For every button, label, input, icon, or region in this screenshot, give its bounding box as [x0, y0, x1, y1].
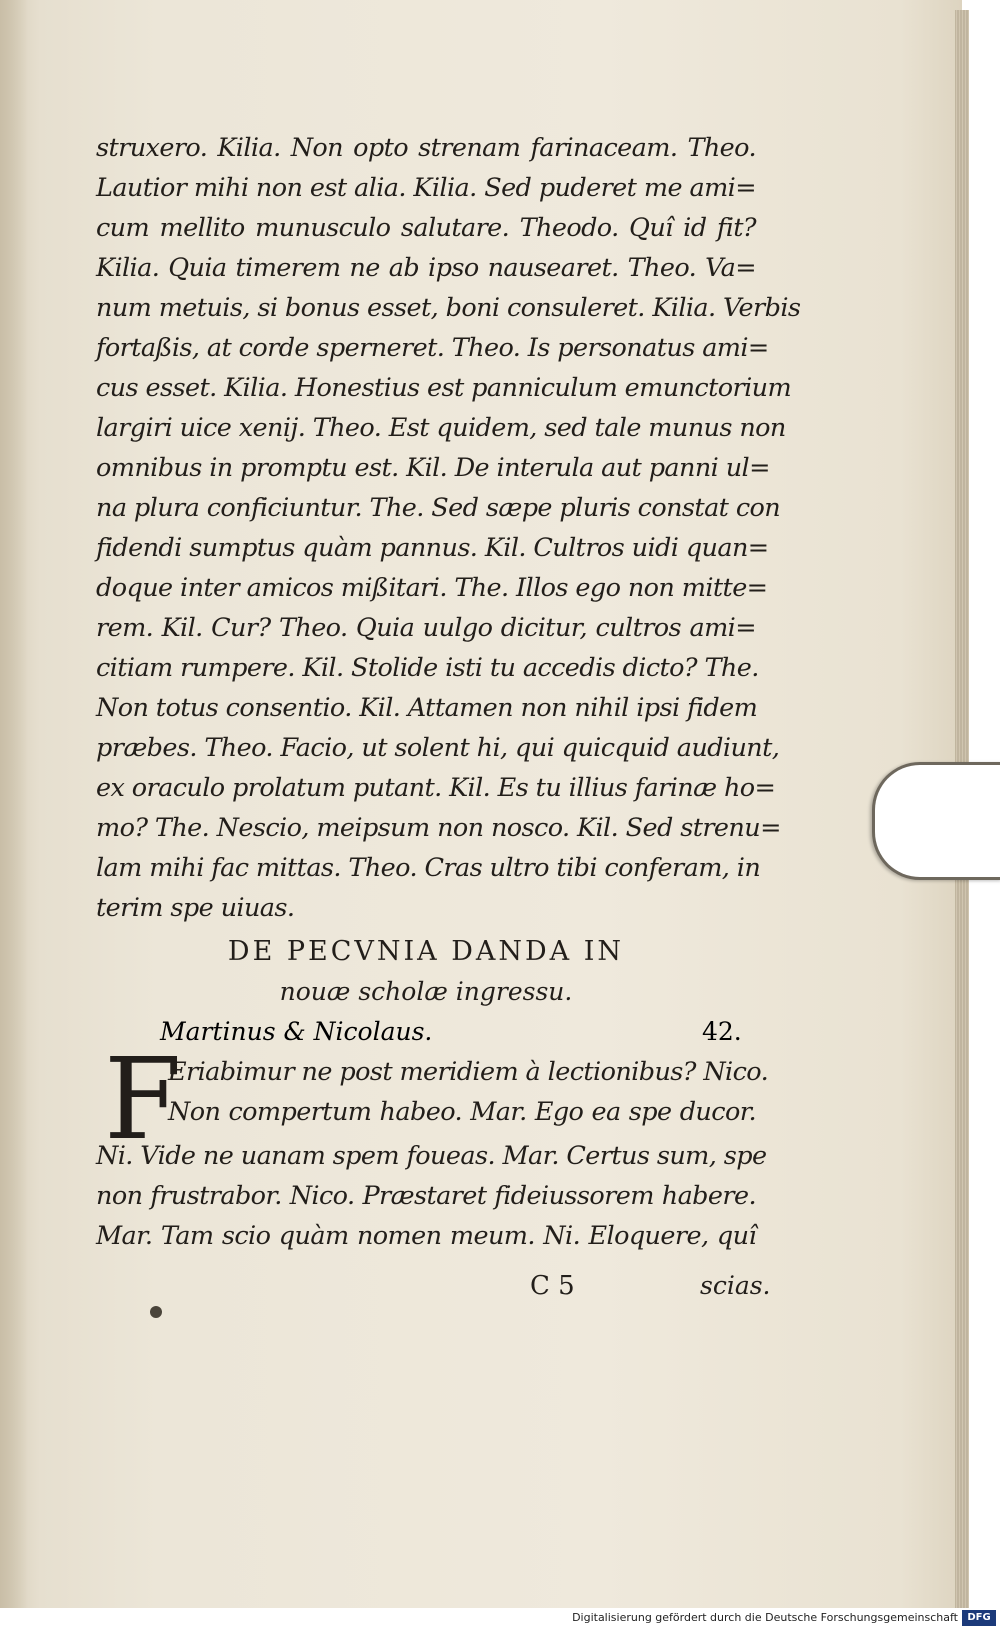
faded-stamp — [112, 1264, 198, 1304]
text-line: ex oraculo prolatum putant. Kil. Es tu illius farinæ ho= — [96, 773, 776, 803]
text-line: Eriabimur ne post meridiem à lectionibus? Nico. — [168, 1057, 769, 1087]
text-line: na plura conficiuntur. The. Sed sæpe pluris constat con — [96, 493, 781, 523]
text-line: struxero. Kilia. Non opto strenam farinaceam. Theo. — [96, 133, 756, 163]
gutter-shadow — [0, 0, 28, 1608]
speakers-line: Martinus & Nicolaus. — [160, 1017, 433, 1046]
ink-blot — [150, 1306, 162, 1318]
catchword: scias. — [700, 1271, 771, 1300]
text-line: fortaßis, at corde sperneret. Theo. Is personatus ami= — [96, 333, 769, 363]
text-line: mo? The. Nescio, meipsum non nosco. Kil. Sed strenu= — [96, 813, 781, 843]
text-line: num metuis, si bonus esset, boni consuleret. Kilia. Verbis — [96, 293, 801, 323]
text-line: Non compertum habeo. Mar. Ego ea spe ducor. — [168, 1097, 756, 1127]
text-line: Non totus consentio. Kil. Attamen non nihil ipsi fidem — [96, 693, 758, 723]
text-line: cum mellito munusculo salutare. Theodo. Quî id fit? — [96, 213, 756, 243]
dfg-logo: DFG — [962, 1610, 996, 1626]
text-line: terim spe uiuas. — [96, 893, 295, 923]
text-line: Ni. Vide ne uanam spem foueas. Mar. Certus sum, spe — [96, 1141, 767, 1171]
text-line: fidendi sumptus quàm pannus. Kil. Cultros uidi quan= — [96, 533, 769, 563]
text-line: cus esset. Kilia. Honestius est panniculum emunctorium — [96, 373, 792, 403]
section-number: 42. — [702, 1017, 742, 1046]
text-line: doque inter amicos mißitari. The. Illos ego non mitte= — [96, 573, 768, 603]
text-line: Kilia. Quia timerem ne ab ipso nausearet. Theo. Va= — [96, 253, 756, 283]
text-line: largiri uice xenij. Theo. Est quidem, sed tale munus non — [96, 413, 786, 443]
text-line: Mar. Tam scio quàm nomen meum. Ni. Eloquere, quî — [96, 1221, 756, 1251]
page-clip — [872, 762, 1000, 880]
text-line: rem. Kil. Cur? Theo. Quia uulgo dicitur, cultros ami= — [96, 613, 756, 643]
drop-cap: F — [104, 1035, 182, 1165]
section-heading: DE PECVNIA DANDA IN — [227, 936, 625, 967]
section-subheading: nouæ scholæ ingressu. — [279, 977, 573, 1006]
text-line: lam mihi fac mittas. Theo. Cras ultro tibi conferam, in — [96, 853, 761, 883]
signature-mark: C 5 — [530, 1271, 575, 1301]
text-line: citiam rumpere. Kil. Stolide isti tu accedis dicto? The. — [96, 653, 759, 683]
footer-bar — [0, 1608, 1000, 1629]
text-line: non frustrabor. Nico. Præstaret fideiussorem habere. — [96, 1181, 756, 1211]
text-line: Lautior mihi non est alia. Kilia. Sed puderet me ami= — [96, 173, 756, 203]
text-line: præbes. Theo. Facio, ut solent hi, qui quicquid audiunt, — [96, 733, 780, 763]
funding-note: Digitalisierung gefördert durch die Deutsche Forschungsgemeinschaft — [572, 1611, 958, 1624]
text-line: omnibus in promptu est. Kil. De interula aut panni ul= — [96, 453, 770, 483]
